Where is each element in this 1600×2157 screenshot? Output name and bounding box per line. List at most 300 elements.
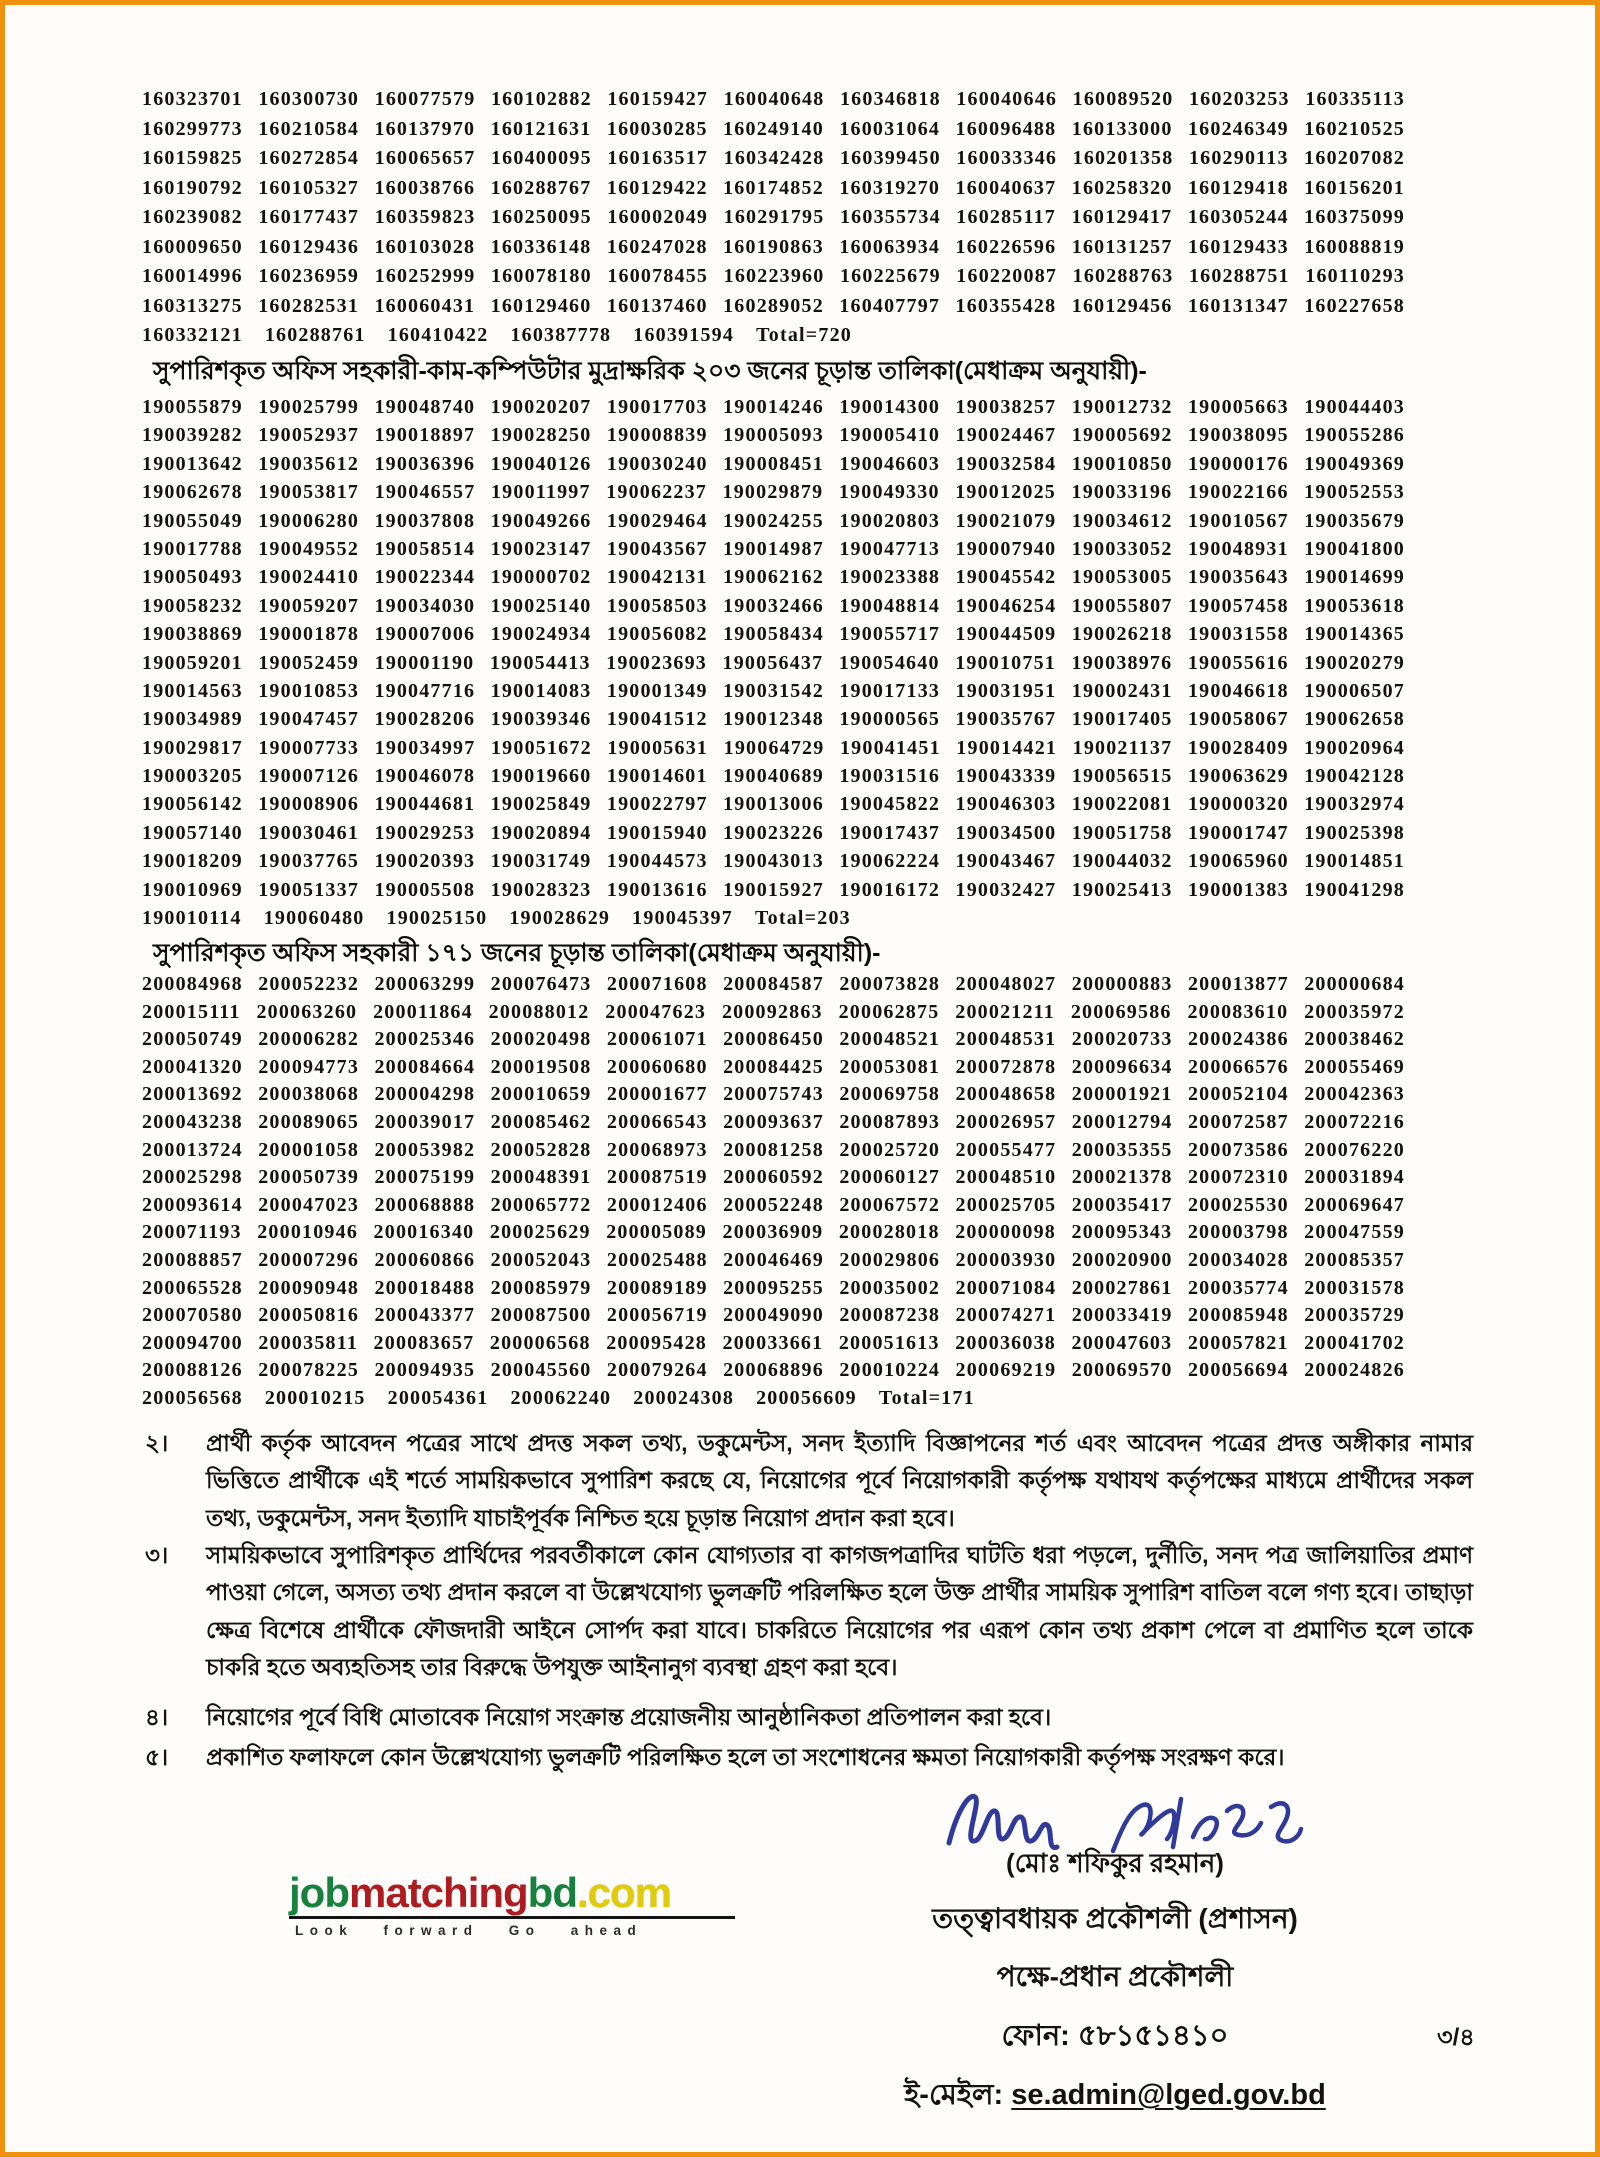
roll-number: 200072216 xyxy=(1304,1110,1405,1133)
roll-number: 200075199 xyxy=(374,1166,476,1189)
roll-number: 200033419 xyxy=(1071,1304,1173,1327)
roll-number: 200004298 xyxy=(374,1083,476,1106)
roll-number: 190001383 xyxy=(1187,878,1289,901)
roll-number: 200029806 xyxy=(839,1248,941,1271)
roll-number-row xyxy=(142,999,1405,1027)
roll-number: 190020803 xyxy=(839,509,941,532)
roll-number: 200026957 xyxy=(955,1110,1057,1133)
roll-number: 200050749 xyxy=(142,1028,243,1051)
roll-number: 200087519 xyxy=(606,1166,708,1189)
roll-number: 160313275 xyxy=(142,294,243,317)
roll-number: 190012025 xyxy=(955,481,1056,504)
roll-number: 200055469 xyxy=(1304,1055,1405,1078)
roll-number: 160239082 xyxy=(142,206,243,228)
roll-number: 200088857 xyxy=(142,1248,243,1271)
roll-number: 160002049 xyxy=(607,206,709,228)
roll-number: 190013642 xyxy=(142,452,243,475)
roll-number: 160105327 xyxy=(258,176,360,199)
roll-number: 200016340 xyxy=(373,1221,475,1244)
list-heading-office-assistant: সুপারিশকৃত অফিস সহকারী ১৭১ জনের চূড়ান্ত তালিকা(মেধাক্রম অনুযায়ী)- xyxy=(153,939,881,967)
roll-number: 160203253 xyxy=(1188,88,1290,110)
roll-number-row xyxy=(142,1137,1405,1165)
roll-number: 190025849 xyxy=(490,793,592,816)
roll-number: 190025140 xyxy=(490,594,592,617)
roll-number: 200096634 xyxy=(1071,1055,1173,1078)
roll-number: 160131257 xyxy=(1071,235,1173,258)
roll-number: 200042363 xyxy=(1304,1083,1405,1106)
roll-number: 200041702 xyxy=(1304,1331,1405,1354)
roll-number: 190018897 xyxy=(374,424,476,447)
roll-number: 190022797 xyxy=(606,793,708,816)
roll-number-row xyxy=(142,762,1405,790)
roll-number-row xyxy=(142,592,1405,620)
roll-number: 200035972 xyxy=(1304,1000,1405,1023)
roll-number: 200047603 xyxy=(1071,1331,1173,1354)
roll-number: 200052828 xyxy=(490,1138,592,1161)
roll-number: 190045397 xyxy=(632,907,733,930)
roll-number: 190029464 xyxy=(606,509,708,532)
roll-number: 190055879 xyxy=(142,396,243,418)
roll-number: 190029817 xyxy=(142,736,243,759)
roll-number: 200073586 xyxy=(1187,1138,1289,1161)
roll-number: 200010224 xyxy=(839,1359,941,1382)
roll-number: 200043238 xyxy=(142,1110,243,1133)
roll-number-row xyxy=(142,144,1405,174)
roll-number: 190036396 xyxy=(374,452,476,475)
roll-number: 160246349 xyxy=(1187,117,1289,140)
roll-number: 190043013 xyxy=(723,850,824,873)
roll-number: 200025629 xyxy=(489,1221,591,1244)
roll-number: 200092863 xyxy=(721,1000,823,1023)
roll-number: 190052553 xyxy=(1304,481,1405,504)
roll-number: 200076220 xyxy=(1304,1138,1405,1161)
roll-number: 190038095 xyxy=(1187,424,1289,447)
roll-number: 190048931 xyxy=(1187,537,1289,560)
roll-number: 190028250 xyxy=(490,424,592,447)
roll-number: 160227658 xyxy=(1304,294,1405,317)
roll-number: 160288763 xyxy=(1072,265,1174,287)
roll-number: 160305244 xyxy=(1187,206,1289,228)
roll-number: 160129436 xyxy=(258,235,360,258)
roll-number-row xyxy=(142,1330,1405,1358)
roll-number: 190030461 xyxy=(258,821,360,844)
roll-number: 190005663 xyxy=(1187,396,1289,418)
roll-number: 190017133 xyxy=(839,679,941,702)
roll-number: 190034612 xyxy=(1071,509,1173,532)
roll-number: 160040646 xyxy=(956,88,1058,110)
roll-number: 190032974 xyxy=(1304,793,1405,816)
roll-number: 200048521 xyxy=(839,1028,941,1051)
roll-number: 200094773 xyxy=(258,1055,360,1078)
roll-number: 190024467 xyxy=(955,424,1057,447)
roll-number-row xyxy=(142,1192,1405,1220)
roll-number: 200084425 xyxy=(723,1055,824,1078)
roll-number: 200072878 xyxy=(955,1055,1057,1078)
roll-number: 200027861 xyxy=(1071,1276,1173,1299)
roll-number-row xyxy=(142,1302,1405,1330)
roll-number: 200020498 xyxy=(490,1028,592,1051)
roll-number: 160190792 xyxy=(142,176,243,199)
roll-number: 160060431 xyxy=(374,294,476,317)
roll-number: 190058434 xyxy=(723,623,824,646)
roll-number: 200070580 xyxy=(142,1304,243,1327)
roll-number: 200038068 xyxy=(258,1083,360,1106)
roll-number: 190006280 xyxy=(258,509,360,532)
roll-number: 200031894 xyxy=(1304,1166,1405,1189)
roll-number: 190012348 xyxy=(723,708,824,731)
roll-number: 200031578 xyxy=(1304,1276,1405,1299)
roll-number: 200094935 xyxy=(374,1359,476,1382)
roll-number: 190007126 xyxy=(258,765,360,788)
roll-number: 160272854 xyxy=(258,147,360,169)
roll-number: 200035774 xyxy=(1187,1276,1289,1299)
roll-number: 200015111 xyxy=(142,1000,241,1023)
roll-number: 200083610 xyxy=(1187,1000,1289,1023)
roll-number: 190045822 xyxy=(839,793,941,816)
roll-number: 190029253 xyxy=(374,821,476,844)
roll-number: 190046618 xyxy=(1187,679,1289,702)
roll-number: 200045560 xyxy=(490,1359,592,1382)
roll-number: 160131347 xyxy=(1187,294,1289,317)
roll-number: 200057821 xyxy=(1187,1331,1289,1354)
roll-number: 190053817 xyxy=(258,481,360,504)
roll-number: 200089065 xyxy=(258,1110,360,1133)
roll-number-row xyxy=(142,971,1405,999)
roll-number-row xyxy=(142,450,1405,478)
roll-number: 160400095 xyxy=(490,147,592,169)
roll-number: 200034028 xyxy=(1187,1248,1289,1271)
roll-number: 190025799 xyxy=(258,396,360,418)
roll-number: 200025720 xyxy=(839,1138,941,1161)
roll-number: 200047023 xyxy=(258,1193,360,1216)
roll-number: 200071193 xyxy=(142,1221,242,1244)
roll-number: 190022344 xyxy=(374,566,476,589)
roll-number-row xyxy=(142,233,1405,263)
roll-number: 160121631 xyxy=(490,117,592,140)
roll-number: 160129460 xyxy=(490,294,592,317)
roll-number: 190051758 xyxy=(1071,821,1173,844)
roll-number: 200052043 xyxy=(490,1248,592,1271)
roll-number-row xyxy=(142,734,1405,762)
roll-number: 190007733 xyxy=(258,736,360,759)
roll-number: 190028629 xyxy=(509,907,611,930)
roll-number: 200094700 xyxy=(142,1331,243,1354)
roll-number: 190035679 xyxy=(1304,509,1405,532)
roll-number: 190028323 xyxy=(490,878,592,901)
roll-number-row xyxy=(142,1164,1405,1192)
roll-number: 200087500 xyxy=(490,1304,592,1327)
roll-number: 190014851 xyxy=(1304,850,1405,873)
roll-number: 190010850 xyxy=(1071,452,1173,475)
roll-number: 190048740 xyxy=(374,396,476,418)
roll-number: 190014246 xyxy=(723,396,824,418)
roll-number: 190050493 xyxy=(142,566,243,589)
roll-number: 190005508 xyxy=(374,878,476,901)
clause-5 xyxy=(142,1739,1473,1776)
roll-number: 200065528 xyxy=(142,1276,243,1299)
roll-number: 190031516 xyxy=(839,765,941,788)
roll-number: 190000565 xyxy=(839,708,941,731)
roll-number-row xyxy=(142,421,1405,449)
roll-number: 190020393 xyxy=(374,850,476,873)
roll-number: 200024308 xyxy=(633,1386,735,1409)
roll-number: 190044032 xyxy=(1071,850,1173,873)
roll-number: 200053081 xyxy=(839,1055,941,1078)
roll-number: 200086450 xyxy=(723,1028,824,1051)
roll-number: 190038257 xyxy=(955,396,1057,418)
roll-number: 190020894 xyxy=(490,821,592,844)
roll-number-row xyxy=(142,904,1405,932)
roll-number: 190008839 xyxy=(606,424,708,447)
roll-number: 160289052 xyxy=(723,294,824,317)
roll-number: 160210525 xyxy=(1304,117,1405,140)
roll-number-row xyxy=(142,1357,1405,1385)
roll-number: 160190863 xyxy=(723,235,824,258)
clause-3 xyxy=(142,1537,1473,1687)
roll-number: 200087893 xyxy=(839,1110,941,1133)
jobmatchingbd-logo xyxy=(289,1871,735,1938)
roll-number: 200069758 xyxy=(839,1083,941,1106)
roll-number: 190056437 xyxy=(722,651,824,674)
roll-number: 200084968 xyxy=(142,973,243,995)
roll-number: 190059207 xyxy=(258,594,360,617)
roll-number: 190013616 xyxy=(606,878,708,901)
roll-number: 190058067 xyxy=(1187,708,1289,731)
roll-number: 200072587 xyxy=(1187,1110,1289,1133)
roll-number: 190051337 xyxy=(258,878,360,901)
roll-number: 160156201 xyxy=(1304,176,1405,199)
roll-number: 190005410 xyxy=(839,424,941,447)
roll-number-row xyxy=(142,1026,1405,1054)
roll-number: 200066576 xyxy=(1187,1055,1289,1078)
roll-number: 200095343 xyxy=(1071,1221,1173,1244)
contact-phone: ফোন: ৫৮১৫১৪১০ xyxy=(1001,2020,1229,2052)
roll-number: 200074271 xyxy=(955,1304,1057,1327)
roll-number: 200013877 xyxy=(1187,973,1289,995)
roll-number-row xyxy=(142,262,1405,292)
roll-number: 190035612 xyxy=(258,452,360,475)
roll-number: 190008451 xyxy=(723,452,824,475)
roll-number: 160288761 xyxy=(264,324,366,346)
roll-number: 190034500 xyxy=(955,821,1057,844)
roll-number: 200036038 xyxy=(955,1331,1056,1354)
roll-number: 190034030 xyxy=(374,594,476,617)
roll-number-row xyxy=(142,1109,1405,1137)
roll-number: 200060866 xyxy=(374,1248,476,1271)
roll-number: 200048510 xyxy=(955,1166,1057,1189)
roll-number: 160258320 xyxy=(1071,176,1173,199)
roll-number: 200021378 xyxy=(1071,1166,1173,1189)
roll-number: 200010215 xyxy=(264,1386,366,1409)
logo-part-matching: matching xyxy=(348,1869,528,1916)
roll-number: 190010751 xyxy=(955,651,1056,674)
roll-number: 200062240 xyxy=(510,1386,612,1409)
roll-number: 200003930 xyxy=(955,1248,1057,1271)
page-number: ৩/৪ xyxy=(1437,2024,1475,2051)
roll-number: 190049266 xyxy=(490,509,592,532)
roll-number: 190028206 xyxy=(374,708,476,731)
roll-number: 190042128 xyxy=(1304,765,1405,788)
roll-number: 160089520 xyxy=(1072,88,1174,110)
roll-number: 160225679 xyxy=(839,265,941,287)
roll-number: 190044509 xyxy=(955,623,1057,646)
roll-number: 190007006 xyxy=(374,623,476,646)
roll-number: 200024386 xyxy=(1187,1028,1289,1051)
roll-number: 160236959 xyxy=(258,265,360,287)
roll-number: 190010114 xyxy=(142,907,242,930)
roll-number: 160300730 xyxy=(258,88,360,110)
roll-number: 200012406 xyxy=(606,1193,708,1216)
roll-number-row xyxy=(142,563,1405,591)
roll-number: 190031542 xyxy=(723,679,824,702)
roll-number: 200065772 xyxy=(490,1193,592,1216)
roll-number: 190064729 xyxy=(723,736,825,759)
roll-number: 160299773 xyxy=(142,117,243,140)
roll-number: 190046254 xyxy=(955,594,1057,617)
roll-number: 160207082 xyxy=(1304,147,1405,169)
roll-number: 160088819 xyxy=(1304,235,1405,258)
roll-number: 190001878 xyxy=(258,623,360,646)
roll-number: 160247028 xyxy=(606,235,708,258)
roll-number: 200000098 xyxy=(955,1221,1056,1244)
roll-number: 200020733 xyxy=(1071,1028,1173,1051)
clause-text: প্রকাশিত ফলাফলে কোন উল্লেখযোগ্য ভুলক্রটি পরিলক্ষিত হলে তা সংশোধনের ক্ষমতা নিয়োগকারী কর্তৃপক্ষ সংরক্ষণ করে। xyxy=(206,1744,1285,1770)
roll-number: 190035767 xyxy=(955,708,1057,731)
roll-number: 190043567 xyxy=(606,537,708,560)
roll-number: 160102882 xyxy=(490,88,592,110)
roll-number: 190008906 xyxy=(258,793,360,816)
roll-number: 190052937 xyxy=(258,424,360,447)
roll-number: 190014300 xyxy=(839,396,941,418)
roll-number: 200018488 xyxy=(374,1276,476,1299)
roll-number: 200033661 xyxy=(722,1331,824,1354)
roll-number: 160291795 xyxy=(723,206,825,228)
roll-number: 200093614 xyxy=(142,1193,243,1216)
roll-number: 160285117 xyxy=(956,206,1056,228)
roll-number: 190054413 xyxy=(489,651,591,674)
roll-number: 190038869 xyxy=(142,623,243,646)
roll-number: 190023226 xyxy=(723,821,824,844)
roll-number: 190028409 xyxy=(1187,736,1289,759)
roll-number: 200025346 xyxy=(374,1028,476,1051)
roll-number: 200068888 xyxy=(374,1193,476,1216)
roll-number: 200035729 xyxy=(1304,1304,1405,1327)
logo-part-job: job xyxy=(289,1869,349,1916)
roll-number: 190041298 xyxy=(1304,878,1405,901)
roll-number: 200085979 xyxy=(490,1276,592,1299)
roll-number: 200093637 xyxy=(723,1110,824,1133)
roll-number: 190005093 xyxy=(723,424,824,447)
contact-email-line xyxy=(895,2072,1335,2121)
total-count: Total=720 xyxy=(756,324,852,346)
roll-number: 160335113 xyxy=(1305,88,1405,110)
roll-number: 160137460 xyxy=(606,294,708,317)
roll-number: 200003798 xyxy=(1187,1221,1289,1244)
clause-4 xyxy=(142,1699,1473,1736)
email-label: ই-মেইল: xyxy=(904,2079,1012,2111)
roll-number: 200069647 xyxy=(1304,1193,1405,1216)
roll-number: 190011997 xyxy=(490,481,591,504)
roll-number: 190034997 xyxy=(374,736,476,759)
logo-part-bd: bd xyxy=(527,1869,577,1916)
roll-number: 190019660 xyxy=(490,765,592,788)
roll-number: 190052459 xyxy=(258,651,360,674)
roll-number: 190032427 xyxy=(955,878,1057,901)
roll-number: 200050739 xyxy=(258,1166,360,1189)
roll-number: 190057458 xyxy=(1187,594,1289,617)
roll-number: 190017703 xyxy=(606,396,708,418)
roll-number: 190040689 xyxy=(723,765,824,788)
roll-number-row xyxy=(142,790,1405,818)
roll-number: 200068896 xyxy=(723,1359,824,1382)
roll-number-row xyxy=(142,478,1405,506)
roll-number: 160077579 xyxy=(374,88,476,110)
roll-number: 160319270 xyxy=(839,176,941,199)
roll-number: 190020279 xyxy=(1304,651,1405,674)
roll-number-row xyxy=(142,85,1405,115)
final-list-171-rows xyxy=(142,971,1405,1413)
roll-number: 160226596 xyxy=(955,235,1057,258)
roll-number: 200041320 xyxy=(142,1055,243,1078)
roll-number: 190001190 xyxy=(374,651,475,674)
roll-number: 190022166 xyxy=(1187,481,1289,504)
roll-number: 160078180 xyxy=(490,265,592,287)
roll-number: 190041800 xyxy=(1304,537,1405,560)
roll-number: 200056719 xyxy=(606,1304,708,1327)
roll-number: 190014365 xyxy=(1304,623,1405,646)
roll-number: 190049552 xyxy=(258,537,360,560)
roll-number: 200060680 xyxy=(606,1055,708,1078)
roll-number: 160355428 xyxy=(955,294,1057,317)
roll-number: 160410422 xyxy=(387,324,489,346)
roll-number: 160249140 xyxy=(723,117,824,140)
clause-number: ৪। xyxy=(145,1704,169,1730)
roll-number: 190035643 xyxy=(1187,566,1289,589)
roll-number: 190055049 xyxy=(142,509,243,532)
roll-number: 190058232 xyxy=(142,594,243,617)
roll-number: 190020207 xyxy=(490,396,592,418)
roll-number: 190058514 xyxy=(374,537,476,560)
roll-number: 190058503 xyxy=(606,594,708,617)
roll-number: 190024255 xyxy=(723,509,824,532)
roll-number: 200052232 xyxy=(258,973,360,995)
roll-number: 190003205 xyxy=(142,765,243,788)
roll-number: 160201358 xyxy=(1072,147,1174,169)
roll-number: 160129417 xyxy=(1071,206,1173,228)
roll-number: 200025488 xyxy=(606,1248,708,1271)
roll-number: 200047623 xyxy=(605,1000,707,1023)
roll-number: 200073828 xyxy=(839,973,941,995)
roll-number: 190062224 xyxy=(839,850,941,873)
roll-number: 190045542 xyxy=(955,566,1057,589)
roll-number: 160252999 xyxy=(374,265,476,287)
clause-2 xyxy=(142,1425,1473,1537)
roll-number: 160359823 xyxy=(374,206,476,228)
roll-number: 190014421 xyxy=(956,736,1058,759)
roll-number: 190014083 xyxy=(490,679,592,702)
roll-number: 200069586 xyxy=(1070,1000,1172,1023)
roll-number-row xyxy=(142,321,1405,351)
roll-number: 190031749 xyxy=(490,850,592,873)
signatory-on-behalf: পক্ষে-প্রধান প্রকৌশলী xyxy=(996,1961,1234,1992)
roll-number: 190005631 xyxy=(607,736,709,759)
roll-number: 160391594 xyxy=(633,324,735,346)
roll-number: 190014699 xyxy=(1304,566,1405,589)
roll-number: 160342428 xyxy=(723,147,825,169)
roll-number: 190000176 xyxy=(1187,452,1289,475)
roll-number: 200007296 xyxy=(258,1248,360,1271)
roll-number: 190015940 xyxy=(606,821,708,844)
